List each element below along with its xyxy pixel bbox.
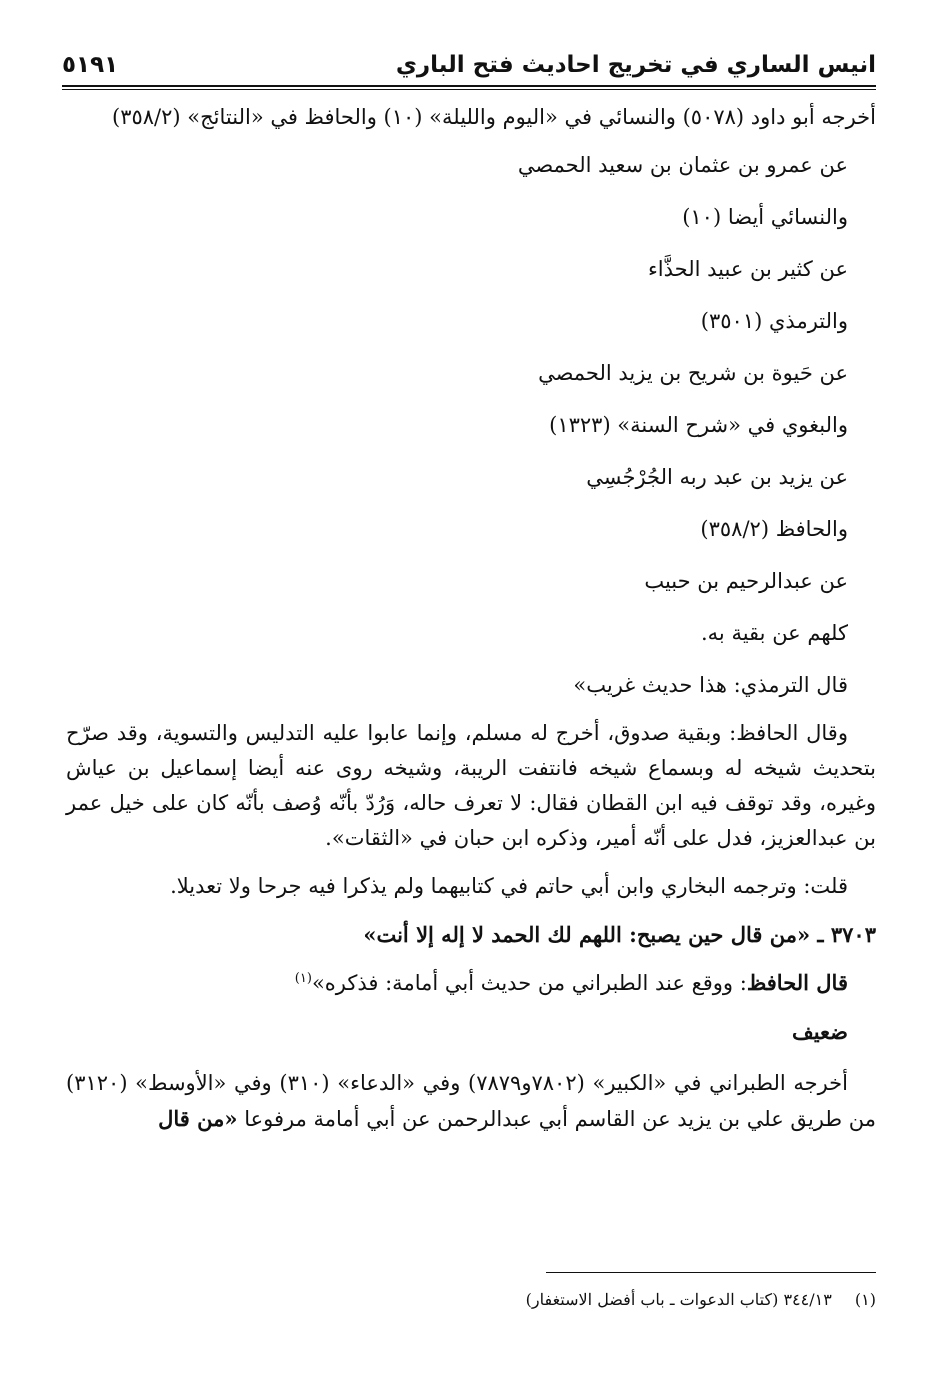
paragraph: كلهم عن بقية به. bbox=[701, 621, 848, 645]
paragraph: عن يزيد بن عبد ربه الجُرْجُسِي bbox=[586, 465, 848, 489]
paragraph: عن عمرو بن عثمان بن سعيد الحمصي bbox=[517, 153, 848, 177]
paragraph: والنسائي أيضا (١٠) bbox=[682, 205, 848, 229]
footnote-ref[interactable]: (١) bbox=[294, 971, 312, 986]
footnote-number: (١) bbox=[854, 1290, 876, 1309]
paragraph: عن حَيوة بن شريح بن يزيد الحمصي bbox=[538, 361, 848, 385]
hafiz-label: قال الحافظ bbox=[746, 970, 848, 995]
paragraph: عن عبدالرحيم بن حبيب bbox=[644, 569, 848, 593]
header-rule bbox=[62, 85, 876, 90]
hadith-grade: ضعيف bbox=[791, 1019, 848, 1044]
paragraph: عن كثير بن عبيد الحذَّاء bbox=[647, 257, 848, 281]
main-text bbox=[66, 100, 876, 1154]
takhrij-paragraph bbox=[66, 1066, 876, 1137]
paragraph: والترمذي (٣٥٠١) bbox=[700, 309, 848, 333]
paragraph: والبغوي في «شرح السنة» (١٣٢٣) bbox=[549, 413, 848, 437]
paragraph: وقال الحافظ: وبقية صدوق، أخرج له مسلم، وإنما عابوا عليه التدليس والتسوية، وقد صرّح بتحديث شيخه له وبسماع شيخه فانتفت الريبة، وشيخه روى عنه أيضا إسماعيل بن عياش وغيره، وقد توقف فيه ابن القطان فقال: لا تعرف حاله، وَرُدّ بأنّه وُصف بأنّه كان على خيل عمر بن عبدالعزيز، فدل على أنّه أمير، وذكره ابن حبان في «الثقات». bbox=[66, 721, 876, 850]
footnote bbox=[66, 1288, 876, 1312]
takhrij-tail: «من قال bbox=[158, 1106, 238, 1131]
running-header bbox=[62, 38, 876, 78]
hafiz-paragraph bbox=[66, 965, 876, 1001]
paragraph: والحافظ (٣٥٨/٢) bbox=[700, 517, 848, 541]
hafiz-text: : ووقع عند الطبراني من حديث أبي أمامة: فذكره» bbox=[311, 971, 747, 995]
hadith-heading: ٣٧٠٣ ـ «من قال حين يصبح: اللهم لك الحمد لا إله إلا أنت» bbox=[363, 922, 876, 947]
footnote-text: ٣٤٤/١٣ (كتاب الدعوات ـ باب أفضل الاستغفار) bbox=[525, 1290, 832, 1309]
footnote-separator bbox=[546, 1272, 876, 1273]
paragraph: أخرجه أبو داود (٥٠٧٨) والنسائي في «اليوم والليلة» (١٠) والحافظ في «النتائج» (٣٥٨/٢) bbox=[111, 105, 876, 129]
page-number: ٥١٩١ bbox=[62, 52, 119, 78]
paragraph: قلت: وترجمه البخاري وابن أبي حاتم في كتابيهما ولم يذكرا فيه جرحا ولا تعديلا. bbox=[170, 874, 848, 898]
running-title: انيس الساري في تخريج احاديث فتح الباري bbox=[395, 52, 876, 78]
paragraph: قال الترمذي: هذا حديث غريب» bbox=[573, 673, 848, 697]
takhrij-text: أخرجه الطبراني في «الكبير» (٧٨٠٢و٧٨٧٩) وفي «الدعاء» (٣١٠) وفي «الأوسط» (٣١٢٠) من طريق علي بن يزيد عن القاسم أبي عبدالرحمن عن أبي أمامة مرفوعا bbox=[66, 1071, 876, 1131]
